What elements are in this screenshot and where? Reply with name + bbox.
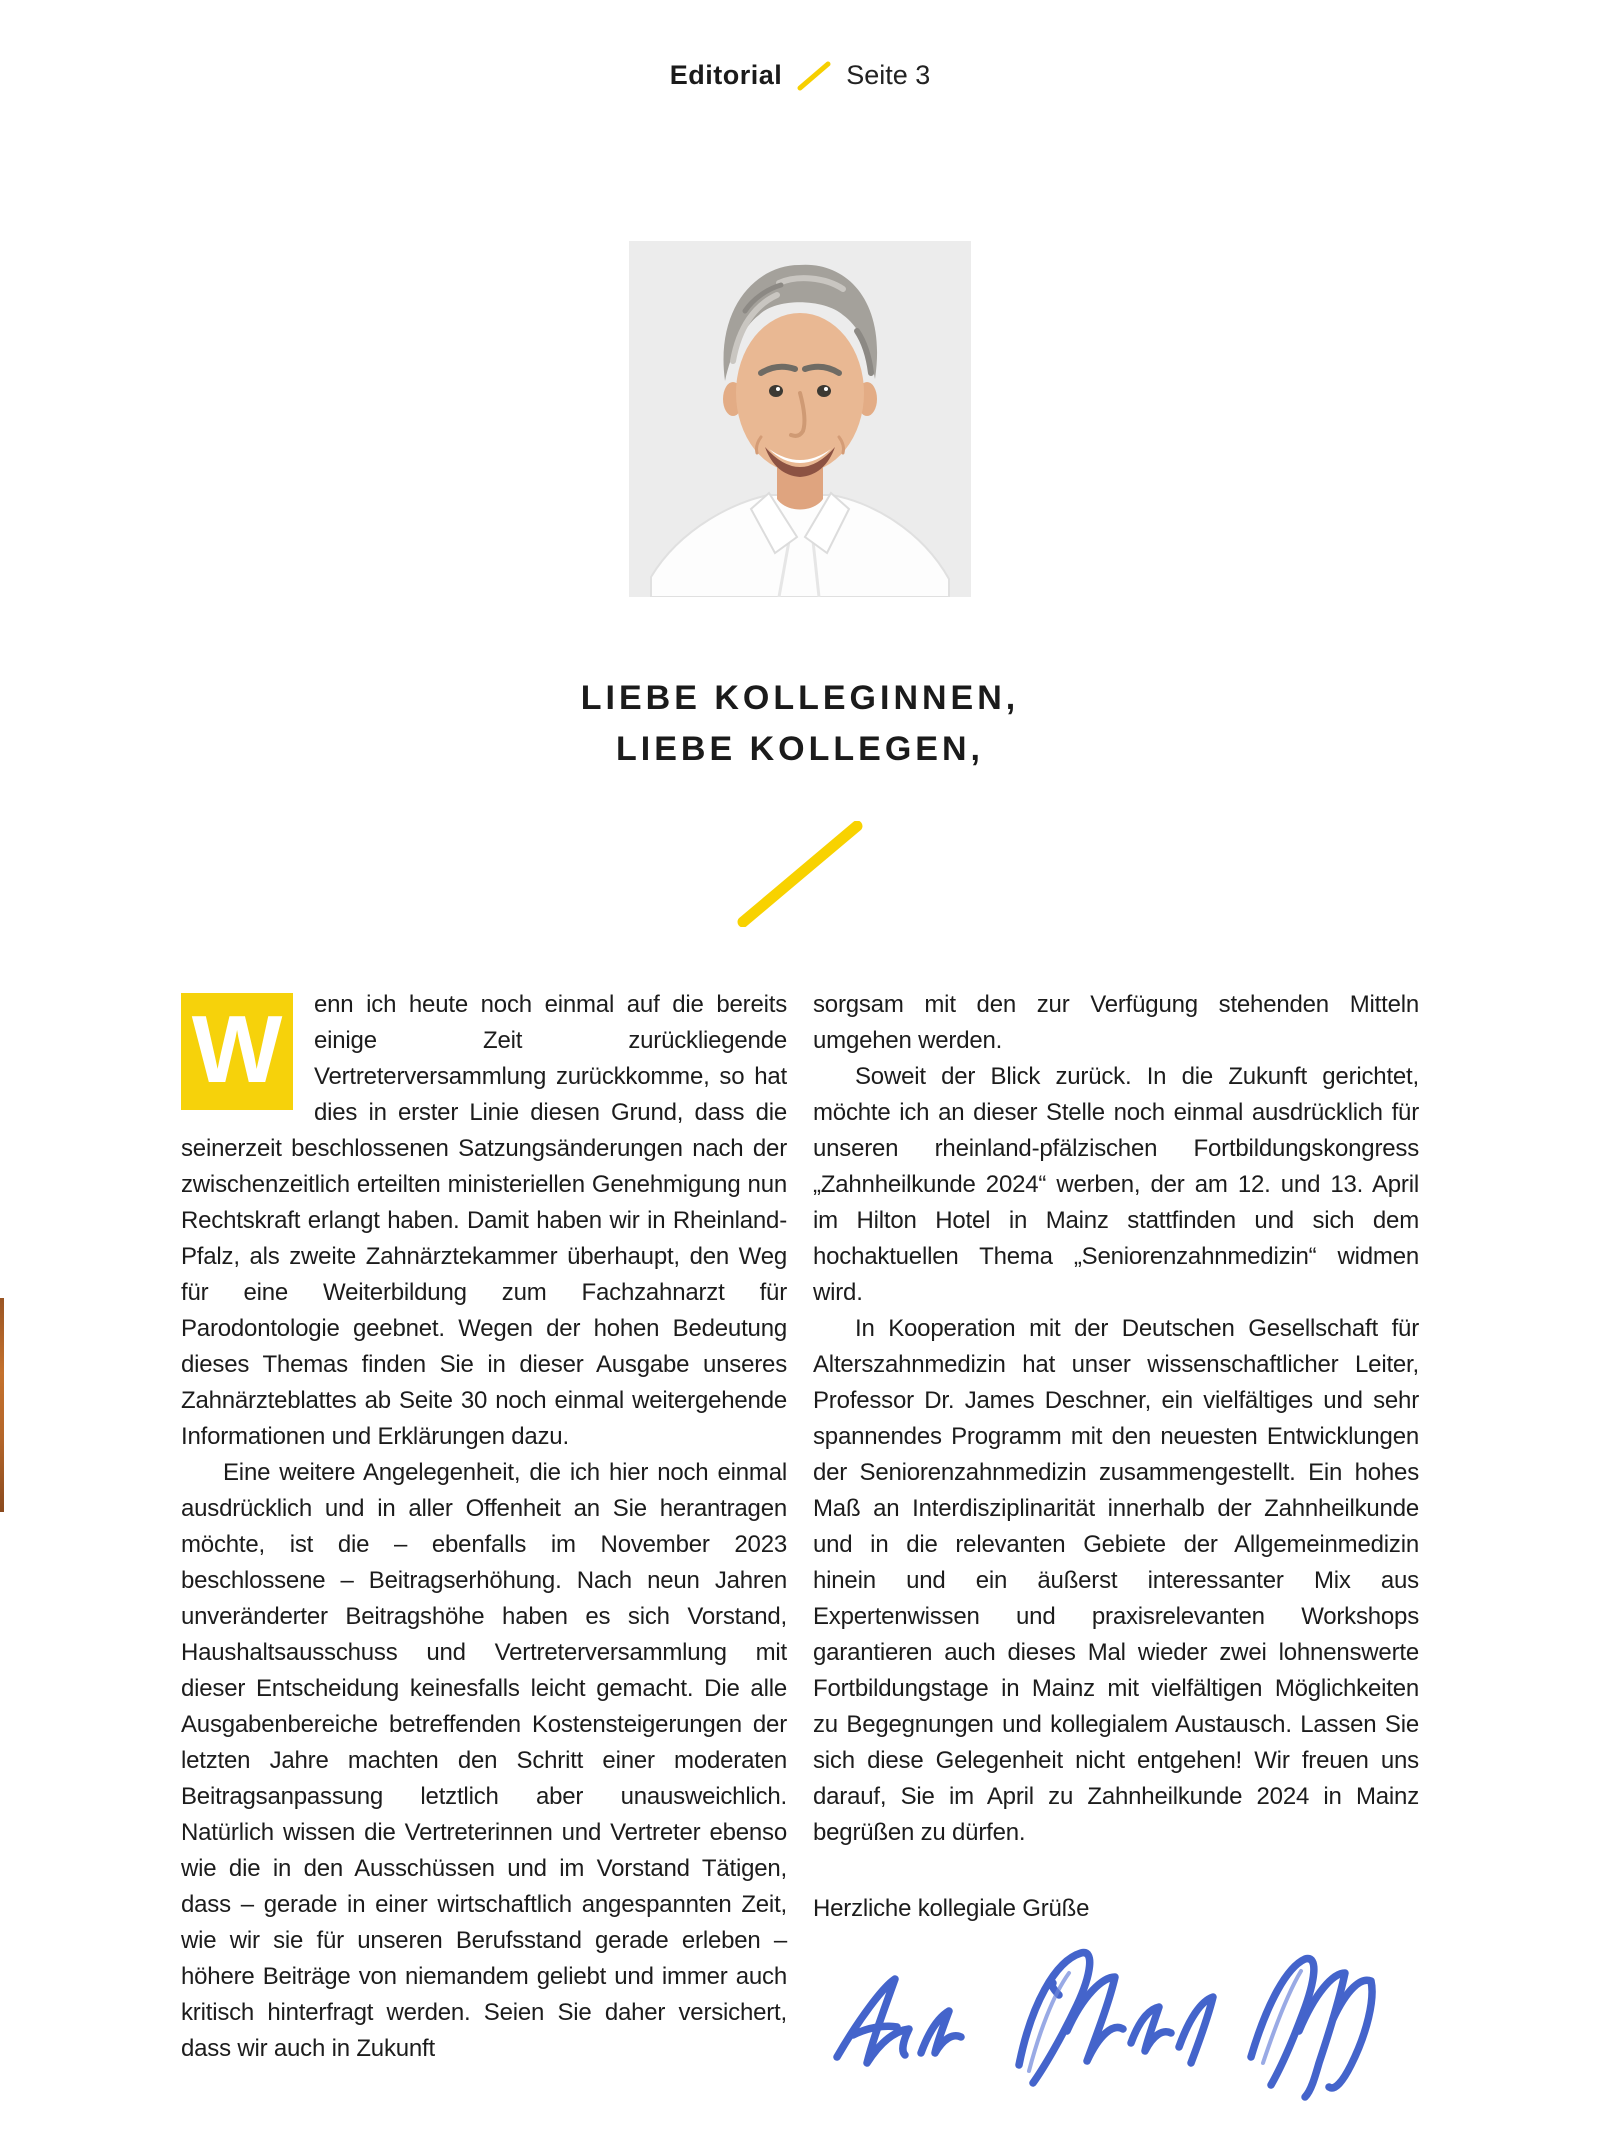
paragraph-4: In Kooperation mit der Deutschen Gesellschaft für Alterszahnmedizin hat unser wissenschaftlicher Leiter, Professor Dr. James Deschner, ein vielfältiges und sehr spannendes Programm mit den neuesten Entwicklungen der Seniorenzahnmedizin zusammengestellt. Ein hohes Maß an Interdisziplinarität innerhalb der Zahnheilkunde und in die relevanten Gebiete der Allgemeinmedizin hinein und ein äußerst interessanter Mix aus Expertenwissen und praxisrelevanten Workshops garantieren auch dieses Mal wieder zwei lohnenswerte Fortbildungstage in Mainz mit vielfältigen Möglichkeiten zu Begegnungen und kollegialem Austausch. Lassen Sie sich diese Gelegenheit nicht entgehen! Wir freuen uns darauf, Sie im April zu Zahnheilkunde 2024 in Mainz begrüßen zu dürfen. bbox=[813, 1315, 1419, 1846]
handwritten-signature bbox=[823, 1935, 1383, 2105]
page-title-line2: LIEBE KOLLEGEN, bbox=[616, 730, 984, 768]
section-label: Editorial bbox=[669, 60, 783, 90]
paragraph-2-continued: sorgsam mit den zur Verfügung stehenden Mitteln umgehen werden. bbox=[813, 991, 1419, 1054]
paragraph-1-text: enn ich heute noch einmal auf die bereits einige Zeit zurückliegende Vertreterversammlung zurückkomme, so hat dies in erster Linie diesen Grund, dass die seinerzeit beschlossenen Satzungsänderungen nach der zwischenzeitlich erteilten ministeriellen Genehmigung nun Rechtskraft erlangt haben. Damit haben wir in Rheinland-Pfalz, als zweite Zahnärztekammer überhaupt, den Weg für eine Weiterbildung zum Fachzahnarzt für Parodontologie geebnet. Wegen der hohen Bedeutung dieses Themas finden Sie in dieser Ausgabe unseres Zahnärzteblattes ab Seite 30 noch einmal weitergehende Informationen und Erklärungen dazu. bbox=[181, 991, 787, 1450]
running-head bbox=[0, 0, 1600, 91]
paragraph-1 bbox=[181, 987, 787, 1455]
editor-portrait-photo bbox=[629, 241, 971, 597]
yellow-slash-divider-icon bbox=[737, 821, 863, 927]
dropcap-letter: W bbox=[191, 995, 283, 1103]
page-title bbox=[0, 673, 1600, 775]
paragraph-3: Soweit der Blick zurück. In die Zukunft gerichtet, möchte ich an dieser Stelle noch einmal ausdrücklich für unseren rheinland-pfälzischen Fortbildungskongress „Zahnheilkunde 2024“ werben, der am 12. und 13. April im Hilton Hotel in Mainz stattfinden und sich dem hochaktuellen Thema „Seniorenzahnmedizin“ widmen wird. bbox=[813, 1063, 1419, 1306]
page-number-label: Seite 3 bbox=[846, 60, 931, 90]
closing-salutation: Herzliche kollegiale Grüße bbox=[813, 1895, 1090, 1922]
column-left bbox=[181, 987, 787, 2105]
column-right bbox=[813, 987, 1419, 2105]
paragraph-2: Eine weitere Angelegenheit, die ich hier noch einmal ausdrücklich und in aller Offenheit an Sie herantragen möchte, ist die – ebenfalls im November 2023 beschlossene – Beitragserhöhung. Nach neun Jahren unveränderter Beitragshöhe haben es sich Vorstand, Haushaltsausschuss und Vertreterversammlung mit dieser Entscheidung keinesfalls leicht gemacht. Die alle Ausgabenbereiche betreffenden Kostensteigerungen der letzten Jahre machten den Schritt einer moderaten Beitragsanpassung letztlich aber unausweichlich. Natürlich wissen die Vertreterinnen und Vertreter ebenso wie die in den Ausschüssen und im Vorstand Tätigen, dass – gerade in einer wirtschaftlich angespannten Zeit, wie wir sie für unseren Berufsstand gerade erleben – höhere Beiträge von niemandem geliebt und immer auch kritisch hinterfragt werden. Seien Sie daher versichert, dass wir auch in Zukunft bbox=[181, 1459, 787, 2062]
editorial-body bbox=[181, 987, 1419, 2105]
yellow-slash-icon bbox=[796, 61, 832, 91]
dropcap-box bbox=[181, 993, 293, 1110]
page-edge-artifact bbox=[0, 1298, 4, 1512]
page-title-line1: LIEBE KOLLEGINNEN, bbox=[580, 679, 1020, 717]
